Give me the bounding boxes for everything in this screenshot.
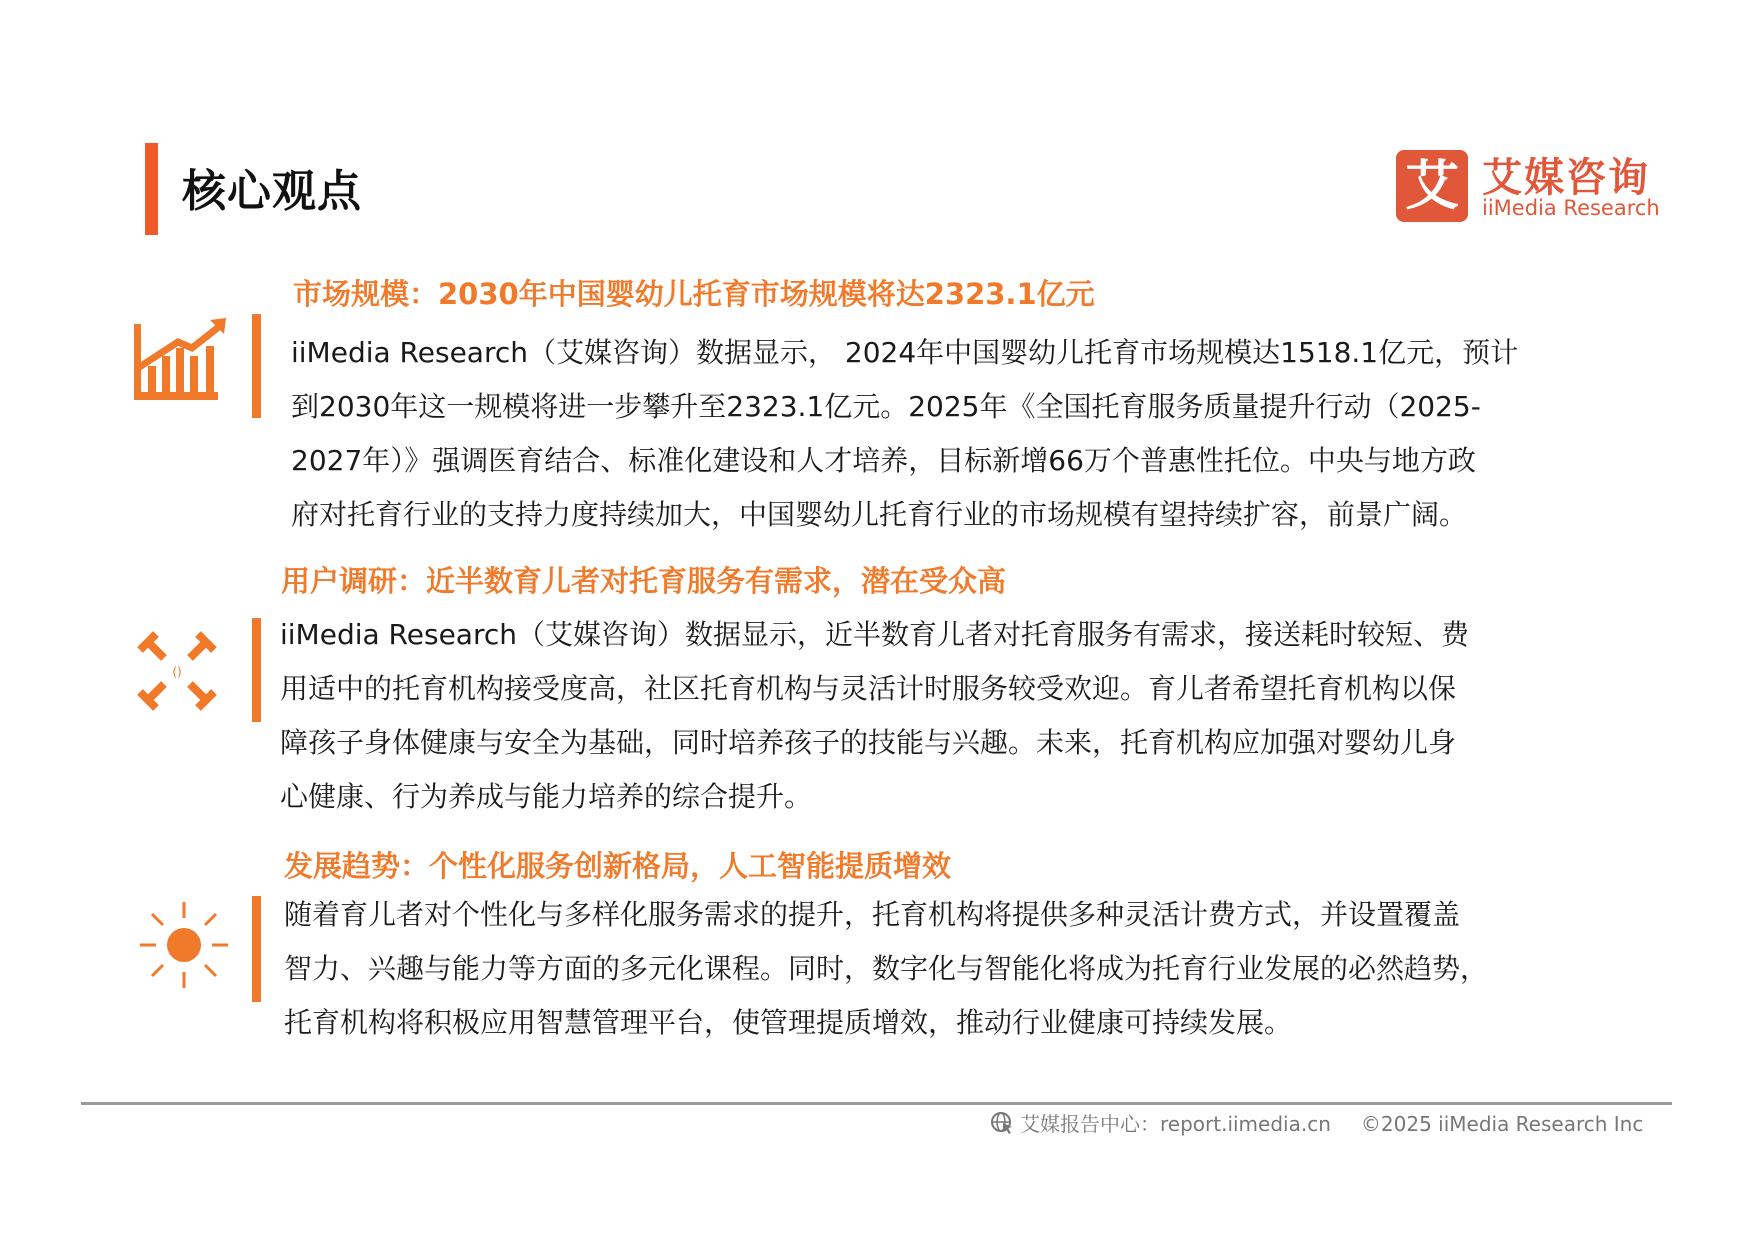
section-heading-user-research: 用户调研：近半数育儿者对托育服务有需求，潜在受众高: [281, 564, 1007, 598]
section-divider-bar: [252, 896, 261, 1002]
report-center-link[interactable]: 艾媒报告中心：report.iimedia.cn: [1020, 1112, 1331, 1136]
body-line: 随着育儿者对个性化与多样化服务需求的提升，托育机构将提供多种灵活计费方式，并设置覆盖: [284, 898, 1461, 931]
section-divider-bar: [252, 618, 261, 722]
page-title: 核心观点: [182, 166, 362, 217]
body-line: 到2030年这一规模将进一步攀升至2323.1亿元。2025年《全国托育服务质量提升行动（2025-: [291, 390, 1481, 423]
logo-mark: 艾: [1396, 150, 1468, 222]
section-heading-market-size: 市场规模：2030年中国婴幼儿托育市场规模将达2323.1亿元: [293, 277, 1095, 311]
copyright: ©2025 iiMedia Research Inc: [1360, 1112, 1644, 1136]
body-line: 府对托育行业的支持力度持续加大，中国婴幼儿托育行业的市场规模有望持续扩容，前景广阔。: [291, 498, 1468, 531]
logo-name-cn: 艾媒咨询: [1482, 155, 1650, 201]
section-body-development-trend: [284, 888, 1574, 1050]
body-line: iiMedia Research（艾媒咨询）数据显示，近半数育儿者对托育服务有需求，接送耗时较短、费: [280, 618, 1469, 651]
globe-cursor-icon: [990, 1111, 1014, 1140]
growth-chart-icon: [134, 318, 226, 404]
body-line: 2027年）》强调医育结合、标准化建设和人才培养，目标新增66万个普惠性托位。中央与地方政: [291, 444, 1476, 477]
footer: [990, 1108, 1643, 1140]
body-line: 托育机构将积极应用智慧管理平台，使管理提质增效，推动行业健康可持续发展。: [284, 1006, 1293, 1039]
svg-text:(): (): [172, 665, 182, 679]
logo-name-en: iiMedia Research: [1482, 196, 1660, 220]
footer-divider: [81, 1102, 1672, 1105]
sun-icon: [138, 900, 230, 994]
body-line: 用适中的托育机构接受度高，社区托育机构与灵活计时服务较受欢迎。育儿者希望托育机构以保: [280, 672, 1457, 705]
expand-arrows-icon: [134, 628, 220, 718]
body-line: iiMedia Research（艾媒咨询）数据显示， 2024年中国婴幼儿托育市场规模达1518.1亿元，预计: [291, 336, 1519, 369]
body-line: 智力、兴趣与能力等方面的多元化课程。同时，数字化与智能化将成为托育行业发展的必然趋势，: [284, 952, 1489, 985]
section-body-market-size: [291, 326, 1581, 542]
section-divider-bar: [252, 314, 261, 418]
section-body-user-research: [280, 608, 1570, 824]
body-line: 心健康、行为养成与能力培养的综合提升。: [280, 780, 813, 813]
section-heading-development-trend: 发展趋势：个性化服务创新格局，人工智能提质增效: [284, 849, 952, 883]
body-line: 障孩子身体健康与安全为基础，同时培养孩子的技能与兴趣。未来，托育机构应加强对婴幼儿身: [280, 726, 1457, 759]
title-accent-bar: [145, 143, 158, 235]
